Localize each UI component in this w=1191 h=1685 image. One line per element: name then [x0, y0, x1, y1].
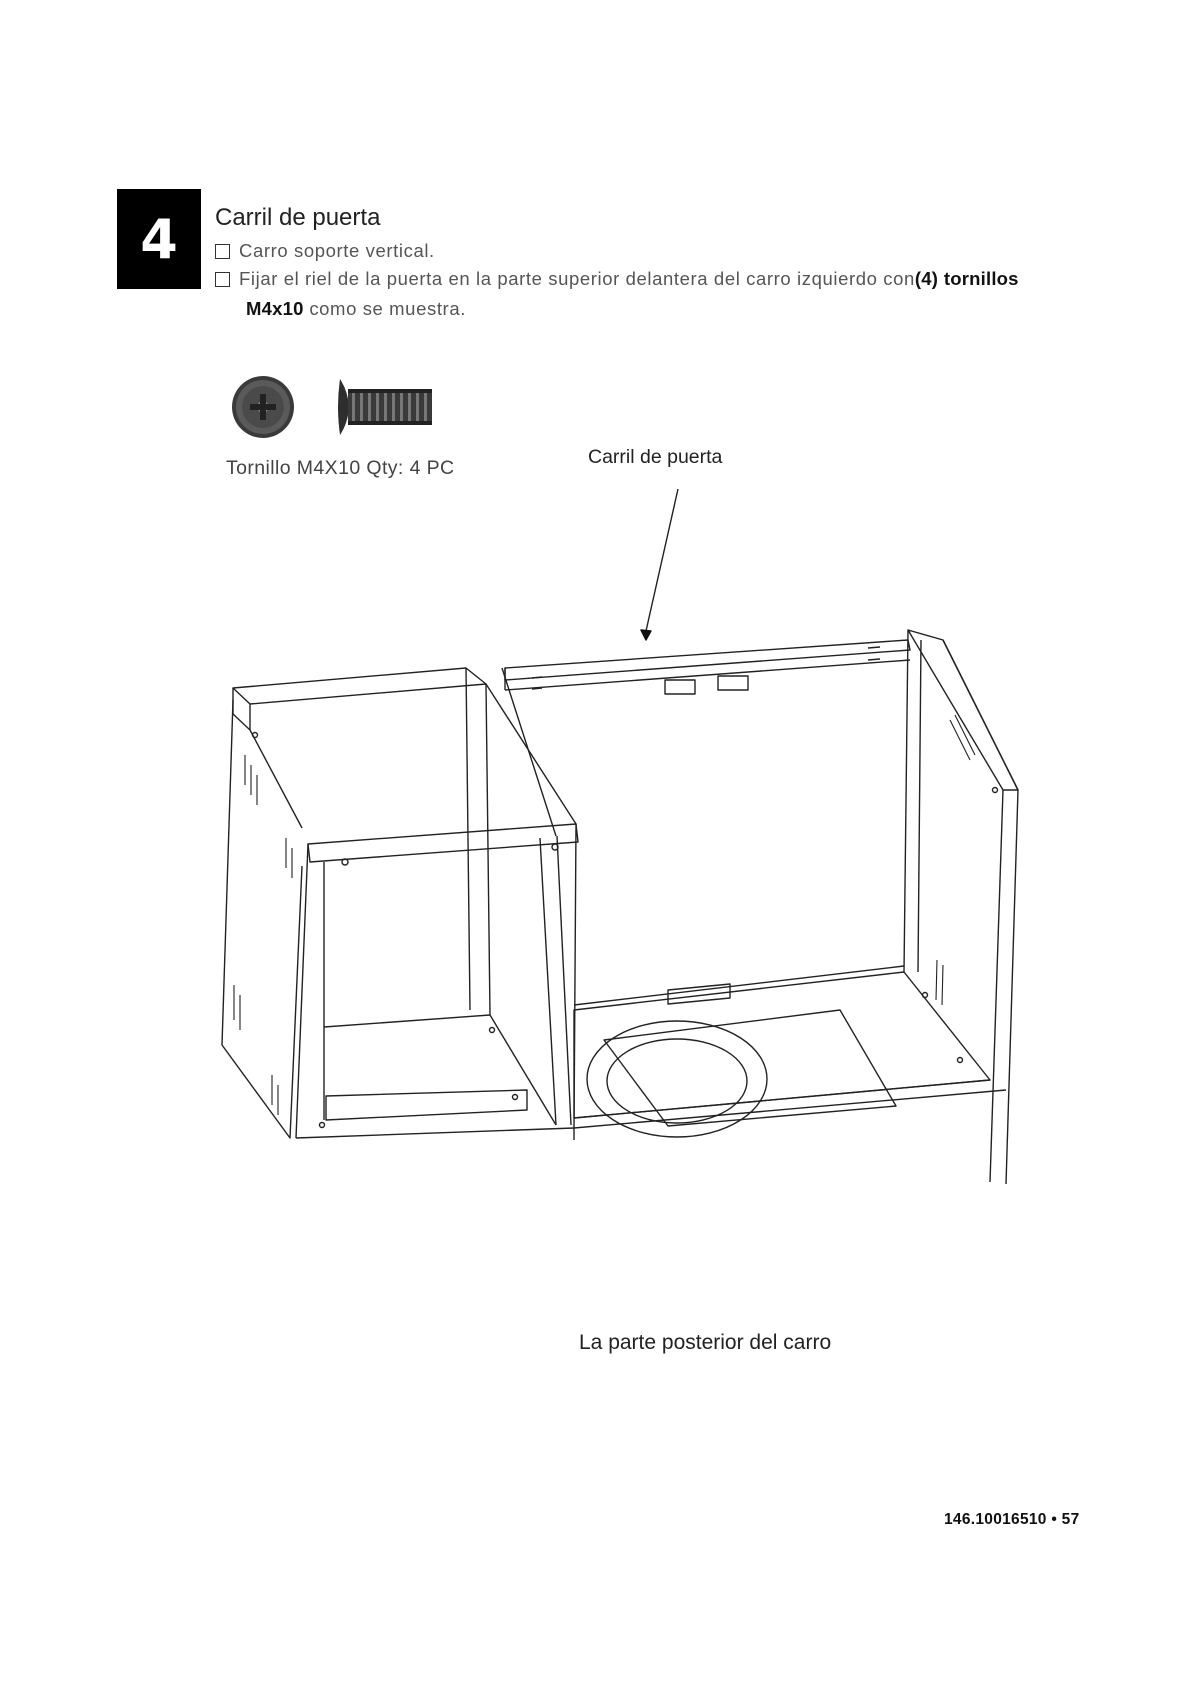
- instruction-part: tornillos: [943, 268, 1019, 289]
- callout-arrow: [646, 489, 678, 631]
- page-number: 146.10016510 • 57: [944, 1511, 1080, 1528]
- arrow-head-icon: [641, 630, 651, 640]
- screw-side-icon: [336, 371, 436, 443]
- instruction-text: Fijar el riel de la puerta en la parte superior delantera del carro izquierdo con: [239, 268, 915, 289]
- hardware-label: Tornillo M4X10 Qty: 4 PC: [226, 457, 455, 479]
- step-number-badge: 4: [117, 189, 201, 289]
- checkbox-icon: [215, 244, 230, 259]
- instruction-item-2-continued: [246, 298, 466, 320]
- figure-caption: La parte posterior del carro: [579, 1331, 832, 1354]
- instruction-qty: (4): [914, 268, 939, 289]
- instruction-item-2: [215, 268, 1019, 290]
- callout-label: Carril de puerta: [588, 446, 723, 468]
- step-title: Carril de puerta: [215, 204, 381, 231]
- checkbox-icon: [215, 272, 230, 287]
- instruction-text: Carro soporte vertical.: [239, 240, 435, 261]
- screw-head-icon: [230, 374, 296, 440]
- instruction-item-1: [215, 240, 435, 262]
- instruction-part-size: M4x10: [246, 298, 304, 319]
- instruction-text: como se muestra.: [303, 298, 466, 319]
